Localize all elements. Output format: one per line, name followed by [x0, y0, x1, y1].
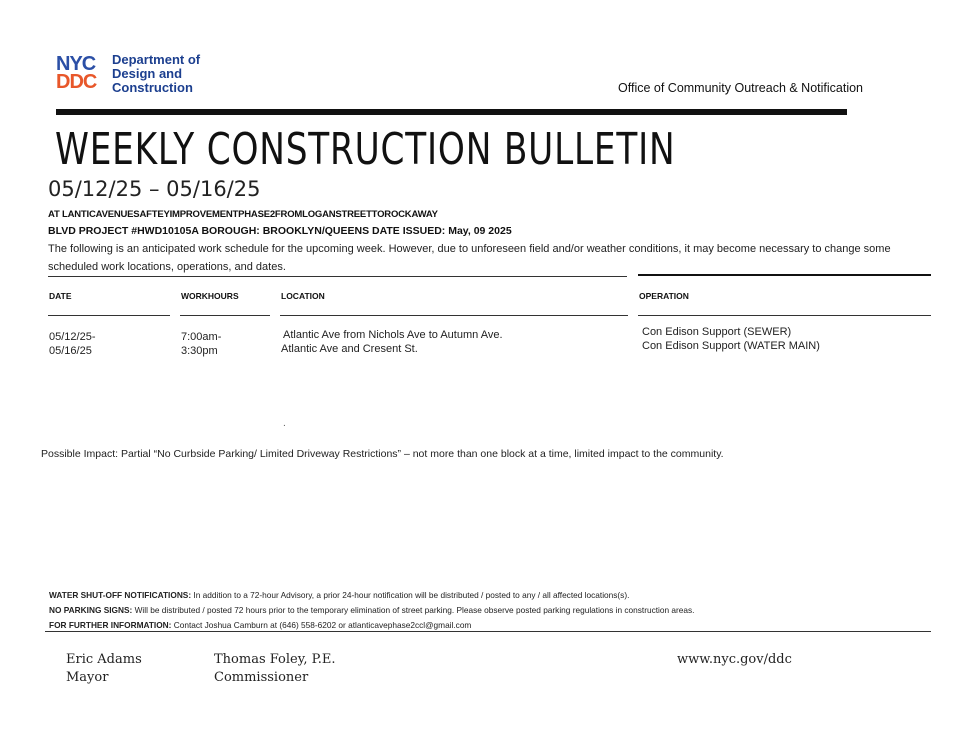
date-line-2: 05/16/25: [49, 345, 92, 357]
commissioner-name: Thomas Foley, P.E.: [214, 652, 336, 667]
dept-line-3: Construction: [112, 80, 193, 95]
logo-ddc-text: DDC: [56, 71, 97, 93]
operation-line-2: Con Edison Support (WATER MAIN): [642, 340, 820, 352]
table-top-rule-operation: [638, 274, 931, 276]
hours-line-2: 3:30pm: [181, 345, 218, 357]
water-shutoff-text: In addition to a 72-hour Advisory, a prior 24-hour notification will be distributed / posted to any / all affected locations(s).: [191, 590, 630, 600]
table-row-date: [49, 330, 95, 358]
header-divider: [56, 109, 847, 115]
location-line-1: Atlantic Ave from Nichols Ave to Autumn Ave.: [283, 329, 503, 341]
schedule-description: The following is an anticipated work schedule for the upcoming week. However, due to unforeseen field and/or weather conditions, it may become necessary to change some scheduled work locations, operations, and dates.: [48, 243, 891, 273]
no-parking-note: [49, 603, 694, 618]
website-link[interactable]: www.nyc.gov/ddc: [677, 652, 792, 667]
water-shutoff-note: [49, 588, 694, 603]
stray-mark: .: [283, 418, 286, 429]
water-shutoff-label: WATER SHUT-OFF NOTIFICATIONS:: [49, 590, 192, 600]
nyc-ddc-logo: [56, 54, 104, 94]
commissioner-block: [214, 651, 336, 687]
header-operation: OPERATION: [639, 291, 689, 301]
header-rule-date: [48, 315, 170, 316]
table-row-location: [281, 328, 503, 356]
footer-divider: [45, 631, 931, 632]
project-line-1: AT LANTICAVENUESAFTEYIMPROVEMENTPHASE2FROMLOGANSTREETTOROCKAWAY: [48, 209, 438, 220]
operation-line-1: Con Edison Support (SEWER): [642, 326, 792, 338]
header-date: DATE: [49, 291, 72, 301]
dept-line-1: Department of: [112, 52, 201, 67]
possible-impact: Possible Impact: Partial “No Curbside Parking/ Limited Driveway Restrictions” – not more than one block at a time, limited impact to the community.: [41, 448, 724, 460]
table-top-rule: [48, 276, 627, 277]
header-rule-operation: [638, 315, 931, 316]
bulletin-dates: 05/12/25 – 05/16/25: [48, 177, 261, 201]
no-parking-label: NO PARKING SIGNS:: [49, 605, 133, 615]
office-name: Office of Community Outreach & Notification: [618, 81, 864, 95]
table-row-workhours: [181, 330, 221, 358]
dept-line-2: Design and: [112, 66, 183, 81]
further-info-text: Contact Joshua Camburn at (646) 558-6202 or atlanticavephase2ccl@gmail.com: [171, 620, 472, 630]
commissioner-title: Commissioner: [214, 670, 309, 685]
date-line-1: 05/12/25-: [49, 331, 96, 343]
mayor-block: [66, 651, 142, 687]
location-line-2: Atlantic Ave and Cresent St.: [281, 343, 418, 355]
bulletin-title: WEEKLY CONSTRUCTION BULLETIN: [55, 124, 676, 175]
logo-nyc-text: NYC: [56, 53, 96, 75]
project-line-2: BLVD PROJECT #HWD10105A BOROUGH: BROOKLYN/QUEENS DATE ISSUED: May, 09 2025: [48, 225, 512, 237]
mayor-title: Mayor: [66, 670, 109, 685]
header-rule-workhours: [180, 315, 270, 316]
hours-line-1: 7:00am-: [181, 331, 222, 343]
further-info-label: FOR FURTHER INFORMATION:: [49, 620, 172, 630]
mayor-name: Eric Adams: [66, 652, 142, 667]
header-rule-location: [280, 315, 628, 316]
table-row-operation: [642, 325, 820, 353]
notification-notes: [49, 588, 694, 633]
header-workhours: WORKHOURS: [181, 291, 239, 301]
department-name: [112, 53, 200, 95]
header-location: LOCATION: [281, 291, 325, 301]
no-parking-text: Will be distributed / posted 72 hours prior to the temporary elimination of street parking. Please observe posted parking regulations in construction areas.: [132, 605, 695, 615]
